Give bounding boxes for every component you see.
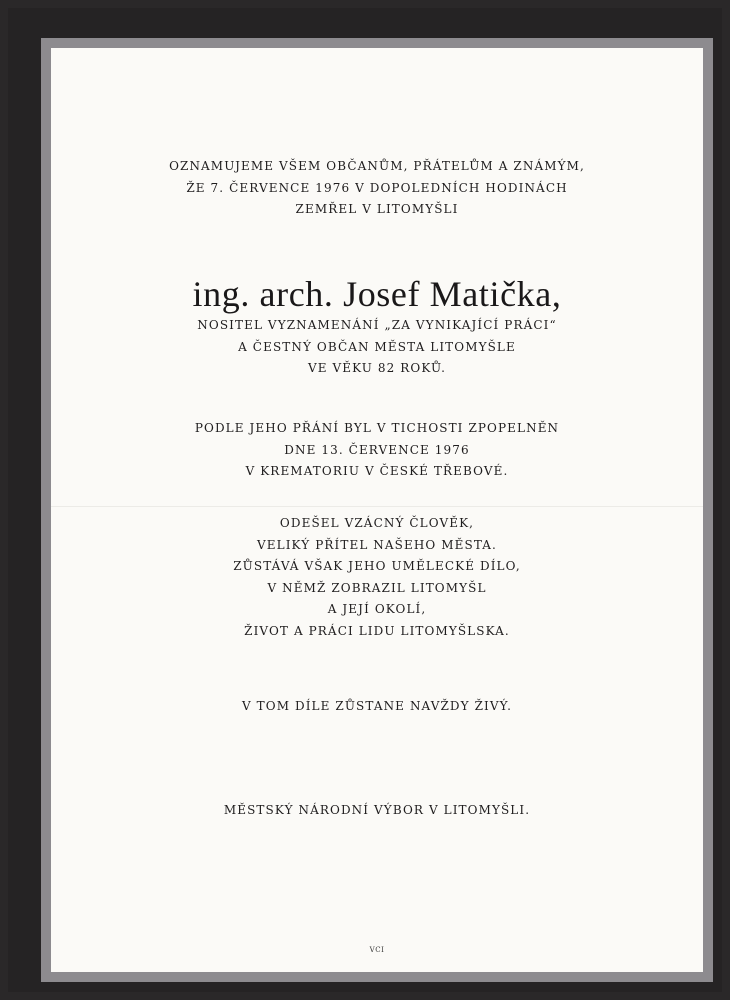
tribute-line: ŽIVOT A PRÁCI LIDU LITOMYŠLSKA. xyxy=(244,623,510,638)
cremation-line: PODLE JEHO PŘÁNÍ BYL V TICHOSTI ZPOPELNĚN xyxy=(194,421,560,435)
deceased-name-block xyxy=(51,274,703,314)
announcement-block xyxy=(51,156,703,221)
tribute-line: ODEŠEL VZÁCNÝ ČLOVĚK, xyxy=(279,516,475,530)
closing-block xyxy=(51,696,703,718)
dark-background xyxy=(8,8,722,992)
tribute-line: ZŮSTÁVÁ VŠAK JEHO UMĚLECKÉ DÍLO, xyxy=(233,559,521,573)
cremation-line: V KREMATORIU V ČESKÉ TŘEBOVÉ. xyxy=(245,464,509,478)
signature-block xyxy=(51,800,703,822)
cremation-line: DNE 13. ČERVENCE 1976 xyxy=(284,442,470,457)
death-notice xyxy=(51,48,703,972)
printer-mark: VCI xyxy=(369,946,385,954)
tribute-line: VELIKÝ PŘÍTEL NAŠEHO MĚSTA. xyxy=(257,537,497,552)
closing-line: V TOM DÍLE ZŮSTANE NAVŽDY ŽIVÝ. xyxy=(241,699,513,713)
fold-line xyxy=(51,506,703,507)
announcement-line: ZEMŘEL V LITOMYŠLI xyxy=(295,202,459,216)
title-line: NOSITEL VYZNAMENÁNÍ „ZA VYNIKAJÍCÍ PRÁCI“ xyxy=(197,318,557,332)
announcement-line: ŽE 7. ČERVENCE 1976 V DOPOLEDNÍCH HODINÁCH xyxy=(186,180,568,195)
signature: MĚSTSKÝ NÁRODNÍ VÝBOR V LITOMYŠLI. xyxy=(223,803,531,817)
title-line: VE VĚKU 82 ROKŮ. xyxy=(307,361,447,375)
deceased-title-block xyxy=(51,315,703,380)
cremation-block xyxy=(51,418,703,483)
deceased-name: ing. arch. Josef Matička, xyxy=(192,274,562,314)
tribute-block xyxy=(51,513,703,642)
tribute-line: A JEJÍ OKOLÍ, xyxy=(327,602,427,616)
announcement-line: OZNAMUJEME VŠEM OBČANŮM, PŘÁTELŮM A ZNÁMÝM, xyxy=(169,159,585,173)
mourning-border xyxy=(41,38,713,982)
tribute-line: V NĚMŽ ZOBRAZIL LITOMYŠL xyxy=(267,580,487,595)
title-line: A ČESTNÝ OBČAN MĚSTA LITOMYŠLE xyxy=(238,339,516,354)
